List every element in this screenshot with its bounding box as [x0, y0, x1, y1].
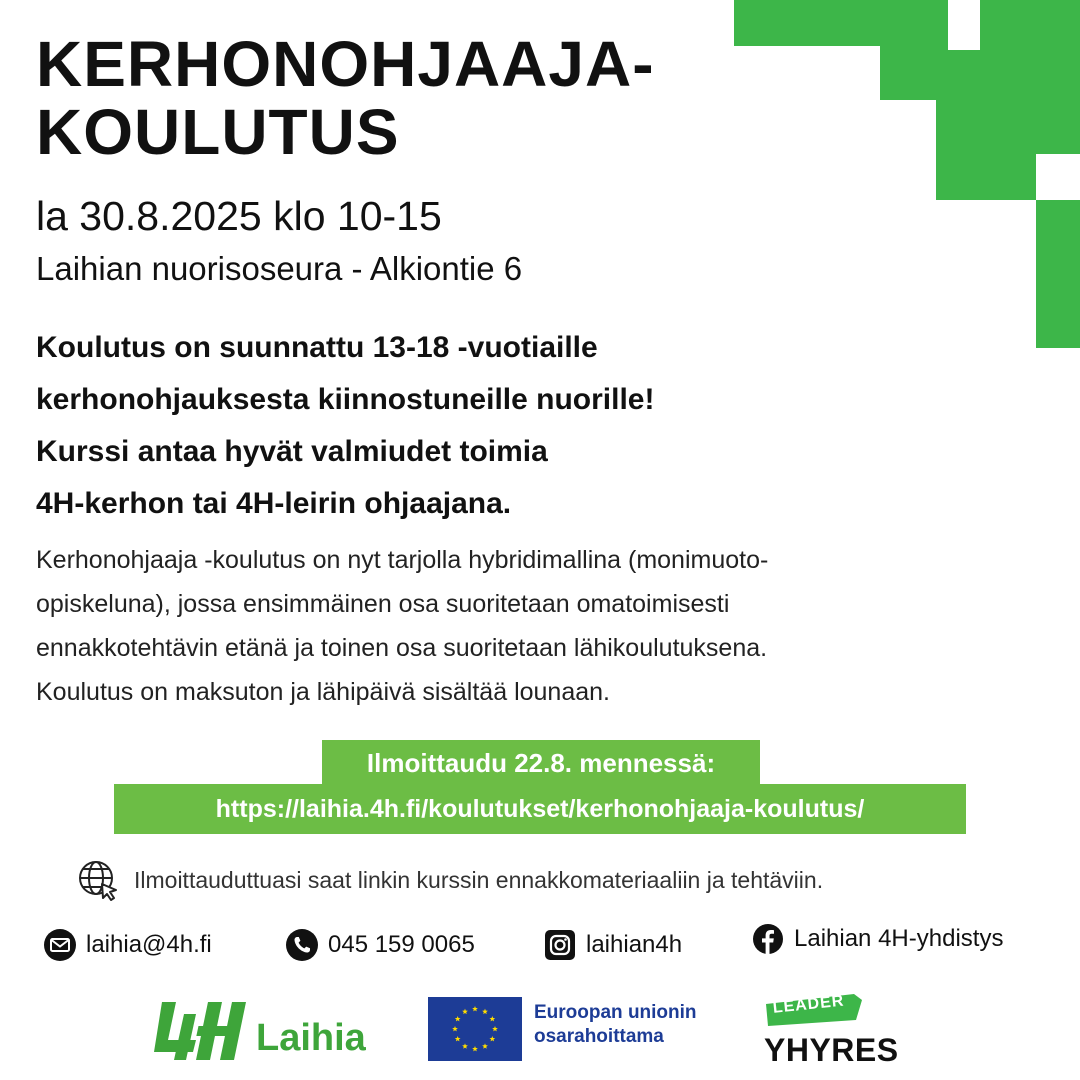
- eu-text: [534, 1001, 697, 1049]
- facebook-icon: [752, 923, 784, 955]
- globe-cursor-icon: [76, 858, 120, 902]
- leader-tag-text: LEADER: [772, 992, 846, 1017]
- eu-flag-icon: [428, 997, 522, 1061]
- registration-link[interactable]: https://laihia.4h.fi/koulutukset/kerhonohjaaja-koulutus/: [114, 784, 966, 834]
- contact-email-text: laihia@4h.fi: [86, 931, 212, 958]
- logo-4h-word: Laihia: [256, 1016, 366, 1059]
- logo-4h-laihia: [148, 996, 408, 1066]
- contact-facebook[interactable]: [752, 914, 1003, 964]
- contact-instagram-text: laihian4h: [586, 931, 683, 958]
- contact-facebook-text: Laihian 4H-yhdistys: [794, 925, 1004, 952]
- event-date: la 30.8.2025 klo 10-15: [36, 193, 442, 239]
- body-paragraph: [36, 538, 1046, 714]
- contact-email[interactable]: [44, 920, 212, 970]
- phone-icon: [286, 929, 318, 961]
- lead-line: Kurssi antaa hyvät valmiudet toimia: [36, 435, 548, 468]
- info-note: [76, 856, 823, 904]
- body-line: Kerhonohjaaja -koulutus on nyt tarjolla hybridimallina (monimuoto-: [36, 546, 769, 574]
- lead-line: 4H-kerhon tai 4H-leirin ohjaajana.: [36, 487, 512, 520]
- eu-text-line-2: osarahoittama: [534, 1026, 664, 1047]
- eu-text-line-1: Euroopan unionin: [534, 1002, 697, 1023]
- contact-instagram[interactable]: [544, 920, 682, 970]
- contact-phone[interactable]: [286, 920, 475, 970]
- email-icon: [44, 929, 76, 961]
- lead-line: Koulutus on suunnattu 13-18 -vuotiaille: [36, 331, 598, 364]
- page-title: [36, 30, 736, 166]
- body-line: Koulutus on maksuton ja lähipäivä sisältää lounaan.: [36, 678, 610, 706]
- instagram-icon: [544, 929, 576, 961]
- lead-paragraph: [36, 322, 896, 530]
- lead-line: kerhonohjauksesta kiinnostuneille nuorille!: [36, 383, 655, 416]
- registration-deadline: Ilmoittaudu 22.8. mennessä:: [322, 740, 760, 786]
- body-line: opiskeluna), jossa ensimmäinen osa suoritetaan omatoimisesti: [36, 590, 730, 618]
- event-venue: Laihian nuorisoseura - Alkiontie 6: [36, 250, 523, 287]
- body-line: ennakkotehtävin etänä ja toinen osa suoritetaan lähikoulutuksena.: [36, 634, 768, 662]
- logo-leader-yhyres: [764, 994, 924, 1070]
- contact-phone-text: 045 159 0065: [328, 931, 475, 958]
- leader-brand-name: YHYRES: [764, 1032, 899, 1068]
- info-note-text: Ilmoittauduttuasi saat linkin kurssin ennakkomateriaaliin ja tehtäviin.: [134, 866, 824, 893]
- logo-eu: [428, 997, 697, 1061]
- contact-row: [40, 920, 1050, 970]
- title-line-1: KERHONOHJAAJA-: [36, 28, 655, 100]
- logo-4h-mark: [148, 1000, 248, 1062]
- title-line-2: KOULUTUS: [36, 96, 400, 168]
